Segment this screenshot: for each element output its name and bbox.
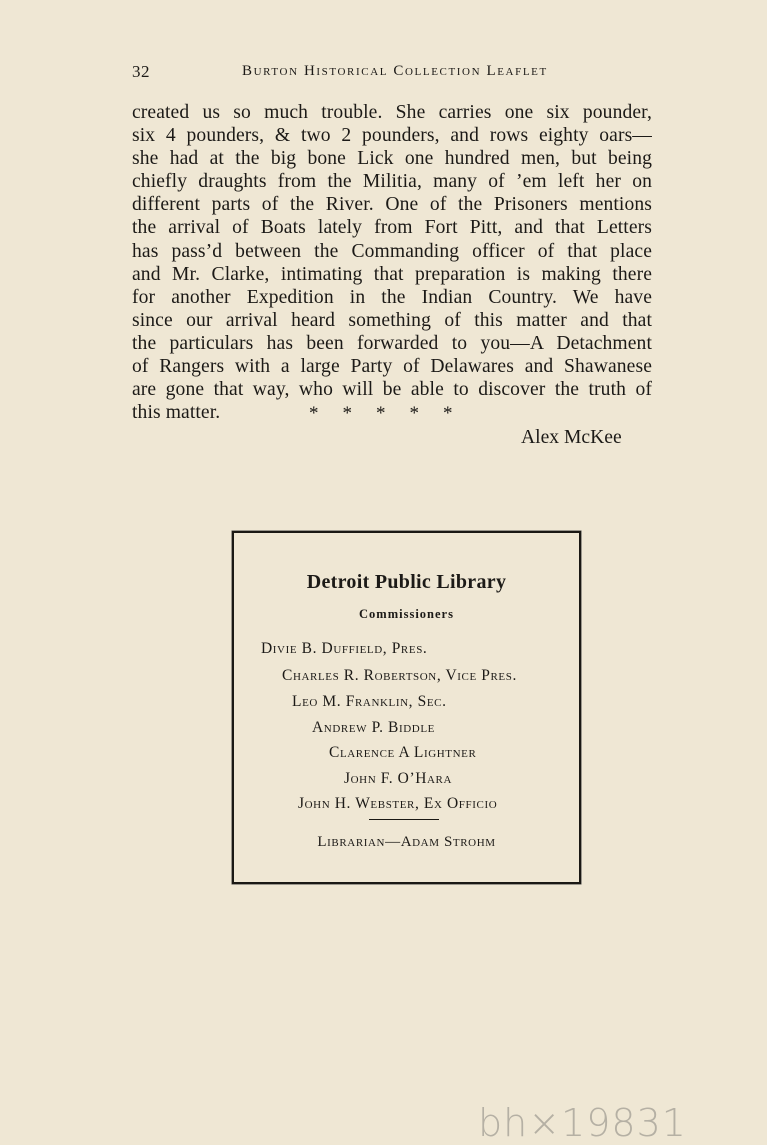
commissioners-heading: Commissioners: [359, 607, 454, 621]
body-line: since our arrival heard something of this matter and that: [132, 309, 652, 331]
commissioner-name: John H. Webster, Ex Officio: [298, 795, 498, 812]
body-line: this matter.: [132, 402, 221, 424]
running-head: Burton Historical Collection Leaflet: [242, 63, 548, 79]
library-title: Detroit Public Library: [306, 571, 507, 593]
commissioner-name: John F. O’Hara: [344, 770, 453, 787]
body-line: has pass’d between the Commanding officer of that place: [132, 240, 652, 262]
body-line: different parts of the River. One of the Prisoners mentions: [132, 194, 652, 216]
body-line: and Mr. Clarke, intimating that preparation is making there: [132, 263, 652, 285]
body-line: chiefly draughts from the Militia, many of ’em left her on: [132, 171, 652, 193]
body-line: for another Expedition in the Indian Country. We have: [132, 286, 652, 308]
body-line: are gone that way, who will be able to discover the truth of: [132, 379, 652, 401]
commissioner-name: Charles R. Robertson, Vice Pres.: [282, 667, 517, 684]
page-header: [132, 62, 652, 84]
divider-rule: [369, 819, 439, 820]
body-line: created us so much trouble. She carries one six pounder,: [132, 102, 652, 123]
library-commissioners-box: [232, 531, 581, 884]
commissioner-name: Divie B. Duffield, Pres.: [261, 640, 428, 657]
commissioner-name: Leo M. Franklin, Sec.: [292, 693, 447, 710]
body-line: of Rangers with a large Party of Delawares and Shawanese: [132, 356, 652, 378]
call-number-stamp: bh×19831: [478, 1101, 687, 1145]
letter-body: [132, 101, 652, 424]
librarian-line: Librarian—Adam Strohm: [317, 834, 496, 850]
body-line: the arrival of Boats lately from Fort Pitt, and that Letters: [132, 217, 652, 239]
body-line: the particulars has been forwarded to you—A Detachment: [132, 332, 652, 354]
commissioner-name: Clarence A Lightner: [329, 744, 477, 761]
signature: Alex McKee: [521, 427, 622, 448]
page-number: 32: [132, 62, 150, 81]
section-break-asterisks: * * * * *: [309, 403, 454, 424]
body-line: six 4 pounders, & two 2 pounders, and rows eighty oars—: [132, 125, 652, 147]
commissioner-name: Andrew P. Biddle: [312, 719, 435, 736]
body-line: she had at the big bone Lick one hundred men, but being: [132, 148, 652, 170]
